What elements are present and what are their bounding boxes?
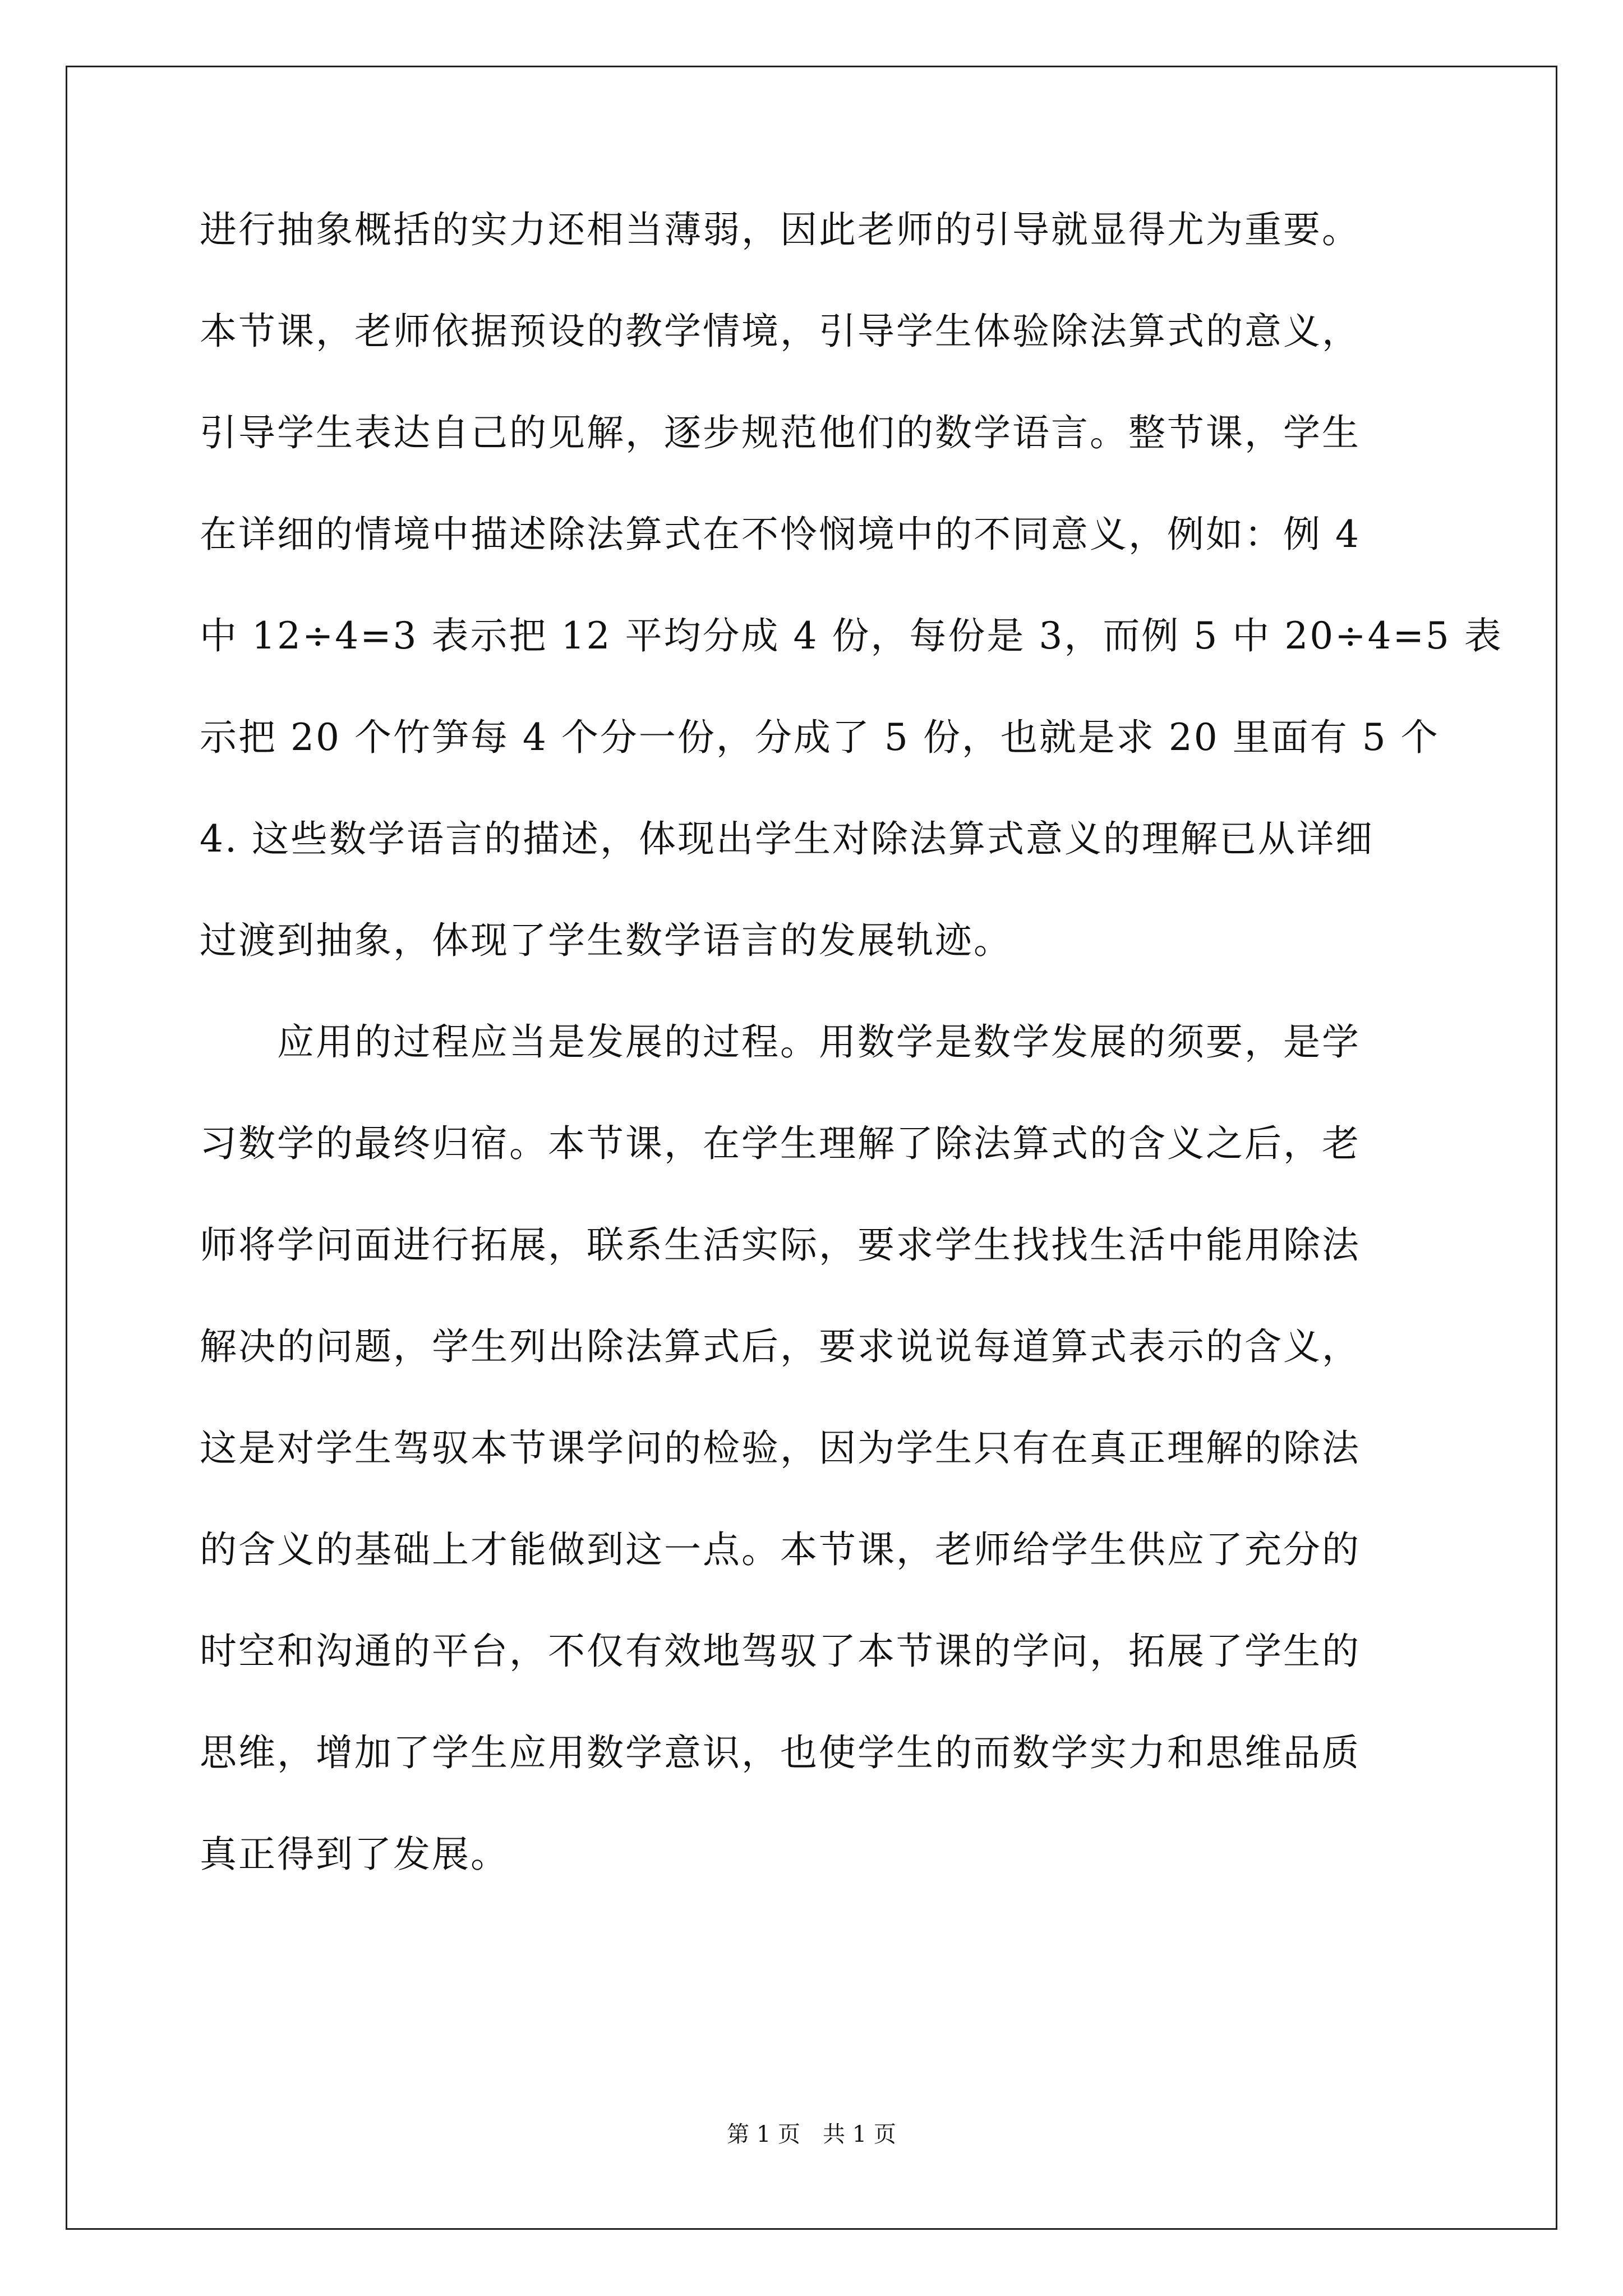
text-line: 过渡到抽象，体现了学生数学语言的发展轨迹。 bbox=[200, 919, 1012, 962]
paragraph-start-line: 应用的过程应当是发展的过程。用数学是数学发展的须要，是学 bbox=[200, 1020, 1361, 1064]
text-line: 4. 这些数学语言的描述，体现出学生对除法算式意义的理解已从详细 bbox=[200, 817, 1374, 861]
text-line: 在详细的情境中描述除法算式在不怜悯境中的不同意义，例如：例 4 bbox=[200, 513, 1361, 556]
text-line: 的含义的基础上才能做到这一点。本节课，老师给学生供应了充分的 bbox=[200, 1528, 1361, 1571]
page-number-footer: 第 1 页 共 1 页 bbox=[727, 2122, 896, 2147]
text-line: 进行抽象概括的实力还相当薄弱，因此老师的引导就显得尤为重要。 bbox=[200, 208, 1361, 251]
text-line: 时空和沟通的平台，不仅有效地驾驭了本节课的学问，拓展了学生的 bbox=[200, 1630, 1361, 1673]
text-line: 示把 20 个竹笋每 4 个分一份，分成了 5 份，也就是求 20 里面有 5 个 bbox=[200, 716, 1440, 759]
text-line: 思维，增加了学生应用数学意识，也使学生的而数学实力和思维品质 bbox=[200, 1731, 1361, 1774]
text-line: 真正得到了发展。 bbox=[200, 1833, 509, 1876]
text-line: 引导学生表达自己的见解，逐步规范他们的数学语言。整节课，学生 bbox=[200, 411, 1361, 454]
text-line: 师将学问面进行拓展，联系生活实际，要求学生找找生活中能用除法 bbox=[200, 1223, 1361, 1267]
text-line: 习数学的最终归宿。本节课，在学生理解了除法算式的含义之后，老 bbox=[200, 1122, 1361, 1165]
text-line: 中 12÷4=3 表示把 12 平均分成 4 份，每份是 3，而例 5 中 20÷4=5 表 bbox=[200, 614, 1503, 657]
text-line: 本节课，老师依据预设的教学情境，引导学生体验除法算式的意义， bbox=[200, 310, 1361, 353]
text-line: 这是对学生驾驭本节课学问的检验，因为学生只有在真正理解的除法 bbox=[200, 1427, 1361, 1470]
text-line: 解决的问题，学生列出除法算式后，要求说说每道算式表示的含义， bbox=[200, 1325, 1361, 1368]
